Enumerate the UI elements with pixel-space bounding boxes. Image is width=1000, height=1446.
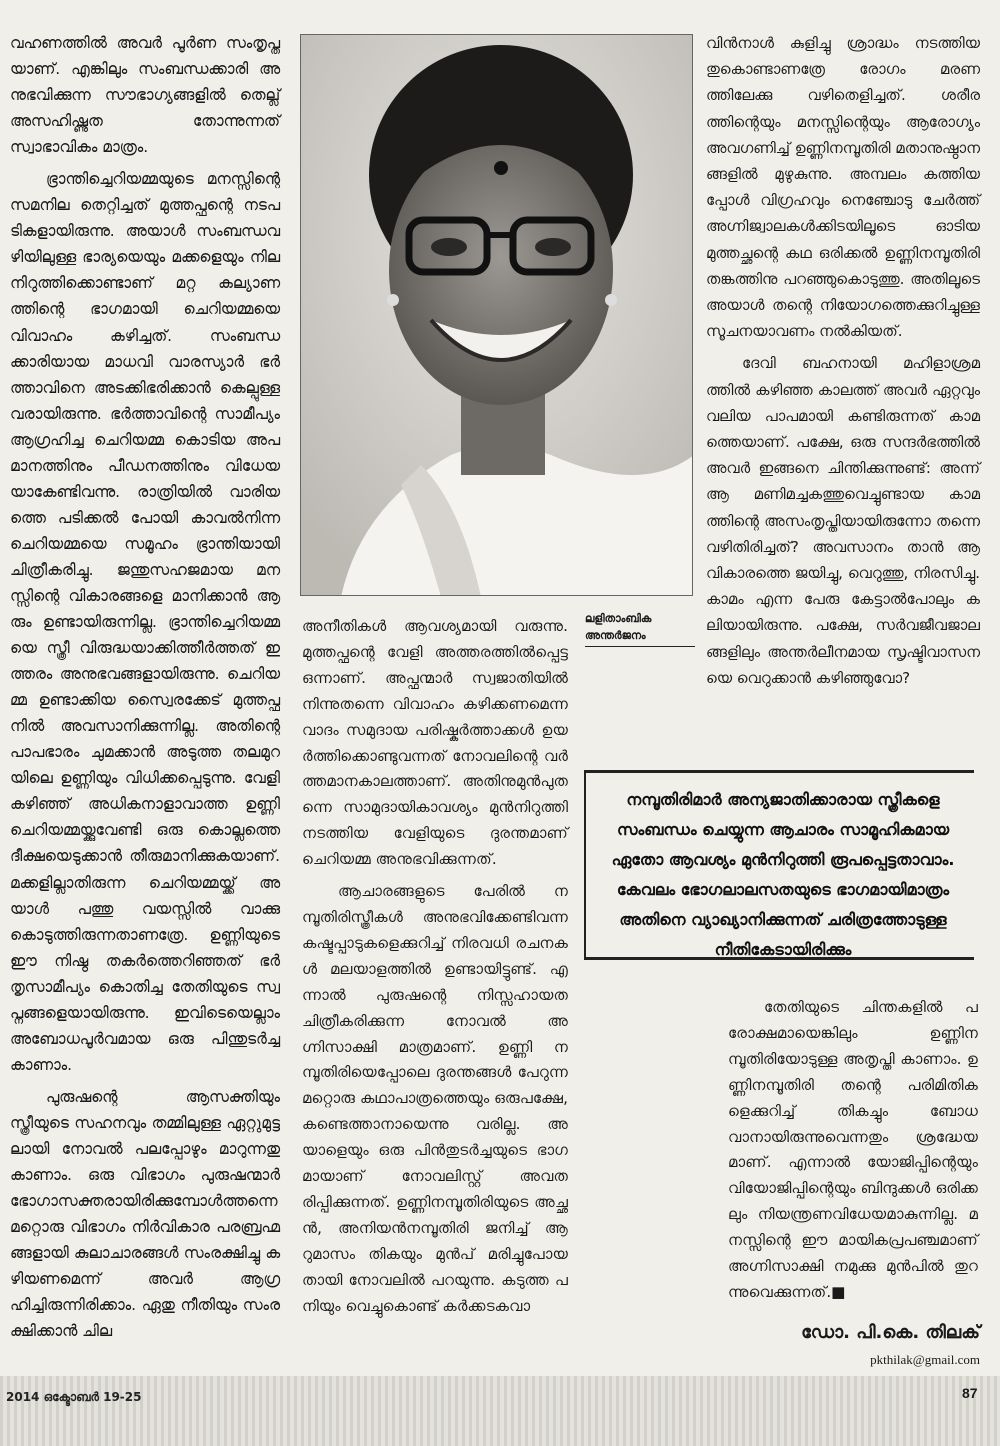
paragraph: ദേവി ബഹനായി മഹിളാശ്രമത്തിൽ കഴിഞ്ഞ കാലത്ത് അവർ ഏറ്റവും വലിയ പാപമായി കണ്ടിരുന്നത് കാമത്തെയാണ്. പക്ഷേ, ഒരു സന്ദർഭത്തിൽ അവർ ഇങ്ങനെ ചിന്തിക്കുന്നുണ്ട്: അന്ന് ആ മണിമച്ചകത്തുവെച്ചുണ്ടായ കാമത്തിന്റെ അസംതൃപ്തിയായിരുന്നോ തന്നെ വഴിതിരിച്ചത്? അവസാനം താൻ ആ വികാരത്തെ ജയിച്ചു, വെറുത്തു, നിരസിച്ചു. കാമം എന്ന പേരു കേട്ടാൽപോലും കലിയായിരുന്നു. പക്ഷേ, സർവജീവജാലങ്ങളിലും അന്തർലീനമായ സൃഷ്ടിവാസനയെ വെറുക്കാൻ കഴിഞ്ഞുവോ?: [706, 354, 980, 687]
paragraph: വഹണത്തിൽ അവർ പൂർണ സംതൃപ്തയാണ്. എങ്കിലും സംബന്ധക്കാരി അനുഭവിക്കുന്ന സൗഭാഗ്യങ്ങളിൽ തെല്ല് അസഹിഷ്ണുത തോന്നുന്നത് സ്വാഭാവികം മാത്രം.: [10, 34, 280, 157]
pull-quote: നമ്പൂതിരിമാർ അന്യജാതിക്കാരായ സ്ത്രീകളെ സംബന്ധം ചെയ്യുന്ന ആചാരം സാമൂഹികമായ ഏതോ ആവശ്യം മുൻനിറുത്തി രൂപപ്പെട്ടതാവാം. കേവലം ഭോഗലാലസതയുടെ ഭാഗമായിമാത്രം അതിനെ വ്യാഖ്യാനിക്കുന്നത് ചരിത്രത്തോടുള്ള നീതികേടായിരിക്കും: [584, 770, 974, 960]
caption-line: ലളിതാംബിക: [585, 612, 652, 625]
issue-date: 2014 ഒക്ടോബർ 19-25: [6, 1390, 142, 1404]
paragraph: തേതിയുടെ ചിന്തകളിൽ പരോക്ഷമായെങ്കിലും ഉണ്ണിനമ്പൂതിരിയോടുള്ള അതൃപ്തി കാണാം. ഉണ്ണിനമ്പൂതിരി തന്റെ പരിമിതികളെക്കുറിച്ച് തികച്ചും ബോധവാനായിരുന്നുവെന്നതും ശ്രദ്ധേയമാണ്. എന്നാൽ യോജിപ്പിന്റെയും വിയോജിപ്പിന്റെയും ബിന്ദുക്കൾ ഒരിക്കലും നിയന്ത്രണവിധേയമാകുന്നില്ല. മനസ്സിന്റെ ഈ മായികപ്രപഞ്ചമാണ് അഗ്നിസാക്ഷി നമുക്കു മുൻപിൽ തുറന്നുവെക്കുന്നത്.■: [728, 998, 978, 1301]
footer-band: [0, 1376, 1000, 1446]
page-number: 87: [962, 1385, 978, 1401]
article-column-2: [302, 614, 568, 1325]
author-portrait-photo: [300, 34, 693, 596]
article-column-1: [10, 30, 280, 1350]
paragraph: ഭ്രാന്തിച്ചെറിയമ്മയുടെ മനസ്സിന്റെ സമനില തെറ്റിച്ചത് മുത്തപ്ഫന്റെ നടപടികളായിരുന്നു. അയാൾ സംബന്ധവഴിയിലുള്ള ഭാര്യയെയും മക്കളെയും നിലനിറുത്തിക്കൊണ്ടാണ് മറ്റ കല്യാണത്തിന്റെ ഭാഗമായി ചെറിയമ്മയെ വിവാഹം കഴിച്ചത്. സംബന്ധക്കാരിയായ മാധവി വാരസ്യാർ ഭർത്താവിനെ അടക്കിഭരിക്കാൻ കെല്പുള്ളവരായിരുന്നു. ഭർത്താവിന്റെ സാമീപ്യം ആഗ്രഹിച്ച ചെറിയമ്മ കൊടിയ അപമാനത്തിനും പീഡനത്തിനും വിധേയയാകേണ്ടിവന്നു. രാത്രിയിൽ വാരിയത്തെ പടിക്കൽ പോയി കാവൽനിന്ന ചെറിയമ്മയെ സമൂഹം ഭ്രാന്തിയായി ചിത്രീകരിച്ചു. ജന്തുസഹജമായ മനസ്സിന്റെ വികാരങ്ങളെ മാനിക്കാൻ ആരും ഉണ്ടായിരുന്നില്ല. ഭ്രാന്തിച്ചെറിയമ്മയെ സ്ത്രീ വിരുദ്ധയാക്കിത്തീർത്തത് ഇത്തരം അനുഭവങ്ങളായിരുന്നു. ചെറിയമ്മ ഉണ്ടാക്കിയ സ്വൈരക്കേട് മുത്തപ്ഫനിൽ അവസാനിക്കുന്നില്ല. അതിന്റെ പാപഭാരം ചുമക്കാൻ അടുത്ത തലമുറയിലെ ഉണ്ണിയും വിധിക്കപ്പെടുന്നു. വേളി കഴിഞ്ഞ് അധികനാളാവാത്ത ഉണ്ണി ചെറിയമ്മയ്ക്കുവേണ്ടി ഒരു കൊല്ലത്തെ ദീക്ഷയെടുക്കാൻ തീരുമാനിക്കുകയാണ്. മക്കളില്ലാതിരുന്ന ചെറിയമ്മയ്ക്ക് അയാൾ പത്തു വയസ്സിൽ വാക്കു കൊടുത്തിരുന്നതാണത്രേ. ഉണ്ണിയുടെ ഈ നിഷ്ഠ തകർത്തെറിഞ്ഞത് ഭർതൃസാമീപ്യം കൊതിച്ച തേതിയുടെ സ്വപ്നങ്ങളെയായിരുന്നു. ഇവിടെയെല്ലാം അബോധപൂർവമായ ഒരു പിന്തുടർച്ച കാണാം.: [10, 170, 280, 1074]
photo-caption: [585, 610, 695, 647]
author-email: pkthilak@gmail.com: [870, 1352, 980, 1367]
caption-line: അന്തർജനം: [585, 629, 646, 642]
paragraph: അനീതികൾ ആവശ്യമായി വരുന്നു. മുത്തപ്ഫന്റെ വേളി അത്തരത്തിൽപ്പെട്ട ഒന്നാണ്. അപ്ഫന്മാർ സ്വജാതിയിൽനിന്നുതന്നെ വിവാഹം കഴിക്കണമെന്ന വാദം സമുദായ പരിഷ്കർത്താക്കൾ ഉയർത്തിക്കൊണ്ടുവന്നത് നോവലിന്റെ വർത്തമാനകാലത്താണ്. അതിനുമുൻപുതന്നെ സാമുദായികാവശ്യം മുൻനിറുത്തി നടത്തിയ വേളിയുടെ ദുരന്തമാണ് ചെറിയമ്മ അനുഭവിക്കുന്നത്.: [302, 617, 568, 869]
article-column-3: [706, 30, 980, 697]
paragraph: പുരുഷന്റെ ആസക്തിയും സ്ത്രീയുടെ സഹനവും തമ്മിലുള്ള ഏറ്റുമുട്ടലായി നോവൽ പലപ്പോഴും മാറുന്നതു കാണാം. ഒരു വിഭാഗം പുരുഷന്മാർ ഭോഗാസക്തരായിരിക്കുമ്പോൾത്തന്നെ മറ്റൊരു വിഭാഗം നിർവികാര പരബ്രഹ്മങ്ങളായി കുലാചാരങ്ങൾ സംരക്ഷിച്ചു കഴിയണമെന്ന് അവർ ആഗ്രഹിച്ചിരുന്നിരിക്കാം. ഏതു നീതിയും സംരക്ഷിക്കാൻ ചില: [10, 1087, 280, 1341]
paragraph: വിൻനാൾ കുളിച്ചു ശ്രാദ്ധം നടത്തിയതുകൊണ്ടാണത്രേ രോഗം മരണത്തിലേക്കു വഴിതെളിച്ചത്. ശരീരത്തിന്റെയും മനസ്സിന്റെയും ആരോഗ്യം അവഗണിച്ച് ഉണ്ണിനമ്പൂതിരി മതാനുഷ്ഠാനങ്ങളിൽ മുഴുകുന്നു. അമ്പലം കത്തിയപ്പോൾ വിഗ്രഹവും നെഞ്ചോടു ചേർത്ത് അഗ്നിജ്വാലകൾക്കിടയിലൂടെ ഓടിയ മുത്തച്ഛന്റെ കഥ ഒരിക്കൽ ഉണ്ണിനമ്പൂതിരി തങ്കത്തിനു പറഞ്ഞുകൊടുത്തു. അതിലൂടെ അയാൾ തന്റെ നിയോഗത്തെക്കുറിച്ചുള്ള സൂചനയാവണം നൽകിയത്.: [706, 34, 980, 341]
article-column-4: [728, 995, 978, 1312]
author-byline: ഡോ. പി.കെ. തിലക്: [801, 1322, 980, 1343]
paragraph: ആചാരങ്ങളുടെ പേരിൽ നമ്പൂതിരിസ്ത്രീകൾ അനുഭവിക്കേണ്ടിവന്ന കഷ്ടപ്പാടുകളെക്കുറിച്ച് നിരവധി രചനകൾ മലയാളത്തിൽ ഉണ്ടായിട്ടുണ്ട്. എന്നാൽ പുരുഷന്റെ നിസ്സഹായത ചിത്രീകരിക്കുന്ന നോവൽ അഗ്നിസാക്ഷി മാത്രമാണ്. ഉണ്ണി നമ്പൂതിരിയെപ്പോലെ ദുരന്തങ്ങൾ പേറുന്ന മറ്റൊരു കഥാപാത്രത്തെയും ഒരുപക്ഷേ, കണ്ടെത്താനായെന്നു വരില്ല. അയാളെയും ഒരു പിൻതുടർച്ചയുടെ ഭാഗമായാണ് നോവലിസ്റ്റ് അവതരിപ്പിക്കുന്നത്. ഉണ്ണിനമ്പൂതിരിയുടെ അച്ഛൻ, അനിയൻനമ്പൂതിരി ജനിച്ച് ആറുമാസം തികയും മുൻപ് മരിച്ചുപോയതായി നോവലിൽ പറയുന്നു. കടുത്ത പനിയും വെച്ചുകൊണ്ട് കർക്കടകവാ: [302, 882, 568, 1315]
